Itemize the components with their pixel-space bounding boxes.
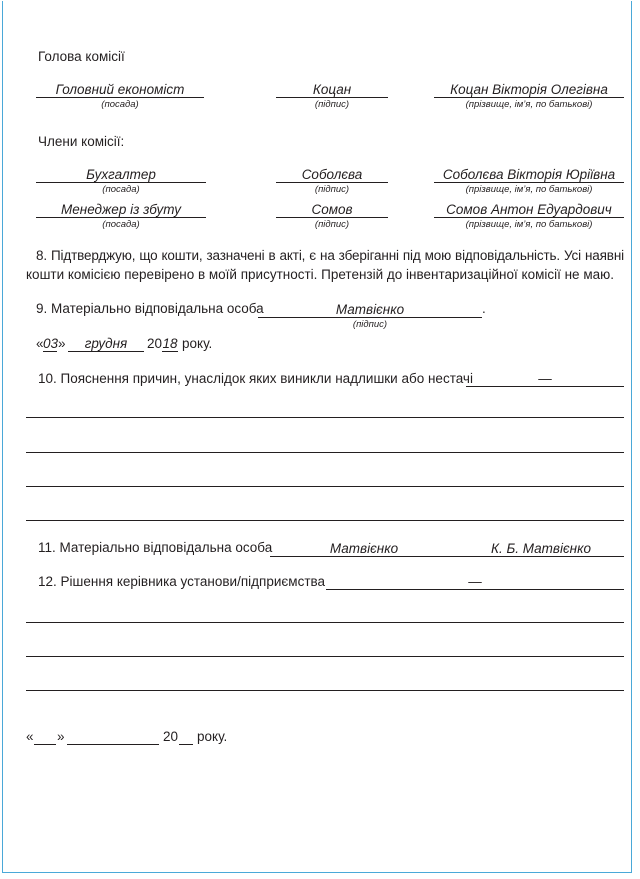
footer-close-quote: » bbox=[57, 729, 65, 744]
caption-full-name: (прізвище, ім’я, по батькові) bbox=[465, 219, 593, 230]
member-2-position-field: Менеджер із збуту bbox=[36, 202, 206, 218]
item12-blank-line-1 bbox=[26, 622, 624, 623]
footer-year-suffix-field bbox=[179, 729, 193, 745]
chair-label: Голова комісії bbox=[38, 49, 125, 64]
item12-blank-line-2 bbox=[26, 656, 624, 657]
chair-position-field: Головний економіст bbox=[36, 82, 204, 98]
item9-caption: (підпис) bbox=[352, 319, 388, 330]
footer-year-prefix: 20 bbox=[163, 729, 179, 744]
item12-value-field: — bbox=[326, 574, 624, 590]
caption-position: (посада) bbox=[101, 99, 139, 110]
caption-signature: (підпис) bbox=[314, 184, 350, 195]
item9-year-prefix: 20 bbox=[147, 336, 163, 351]
member-2-signature-field: Сомов bbox=[276, 202, 388, 218]
item9-day-field: 03 bbox=[43, 336, 59, 351]
item9-close-quote: » bbox=[58, 336, 66, 351]
member-1-signature-field: Соболєва bbox=[276, 167, 388, 183]
item9-year-suffix-field: 18 bbox=[162, 336, 178, 351]
item9-signature-field: Матвієнко bbox=[258, 302, 482, 318]
item9-end: . bbox=[482, 301, 486, 316]
item8-line1: 8. Підтверджую, що кошти, зазначені в акті, є на зберіганні під мою відповідальність. Усі наявні bbox=[36, 248, 624, 263]
item11-label: 11. Матеріально відповідальна особа bbox=[38, 540, 273, 555]
item10-value-field: — bbox=[466, 371, 624, 387]
chair-name-field: Коцан Вікторія Олегівна bbox=[434, 82, 624, 98]
members-label: Члени комісії: bbox=[38, 134, 125, 149]
item10-blank-line-4 bbox=[26, 520, 624, 521]
item10-blank-line-3 bbox=[26, 486, 624, 487]
item11-name-field: К. Б. Матвієнко bbox=[458, 541, 624, 557]
caption-signature: (підпис) bbox=[314, 99, 350, 110]
member-1-position-field: Бухгалтер bbox=[36, 167, 206, 183]
item10-blank-line-1 bbox=[26, 417, 624, 418]
caption-full-name: (прізвище, ім’я, по батькові) bbox=[465, 99, 593, 110]
footer-year-word: року. bbox=[197, 729, 228, 744]
footer-month-field bbox=[67, 729, 159, 745]
chair-signature-field: Коцан bbox=[276, 82, 388, 98]
footer-open-quote: « bbox=[26, 729, 34, 744]
item11-signature-field: Матвієнко bbox=[270, 541, 458, 557]
item12-blank-line-3 bbox=[26, 690, 624, 691]
member-1-name-field: Соболєва Вікторія Юріївна bbox=[434, 167, 624, 183]
item9-month-field: грудня bbox=[68, 336, 144, 352]
caption-signature: (підпис) bbox=[314, 219, 350, 230]
caption-full-name: (прізвище, ім’я, по батькові) bbox=[465, 184, 593, 195]
caption-position: (посада) bbox=[102, 219, 140, 230]
item10-label: 10. Пояснення причин, унаслідок яких виникли надлишки або нестачі bbox=[38, 371, 473, 386]
item9-open-quote: « bbox=[36, 336, 44, 351]
caption-position: (посада) bbox=[102, 184, 140, 195]
item9-year-word: року. bbox=[182, 336, 213, 351]
item8-line2: кошти комісією перевірено в моїй присутності. Претензій до інвентаризаційної комісії не маю. bbox=[26, 267, 614, 282]
footer-day-field bbox=[34, 729, 56, 745]
member-2-name-field: Сомов Антон Едуардович bbox=[434, 202, 624, 218]
item10-blank-line-2 bbox=[26, 452, 624, 453]
item9-label: 9. Матеріально відповідальна особа bbox=[36, 301, 264, 316]
item12-label: 12. Рішення керівника установи/підприємства bbox=[38, 574, 326, 589]
